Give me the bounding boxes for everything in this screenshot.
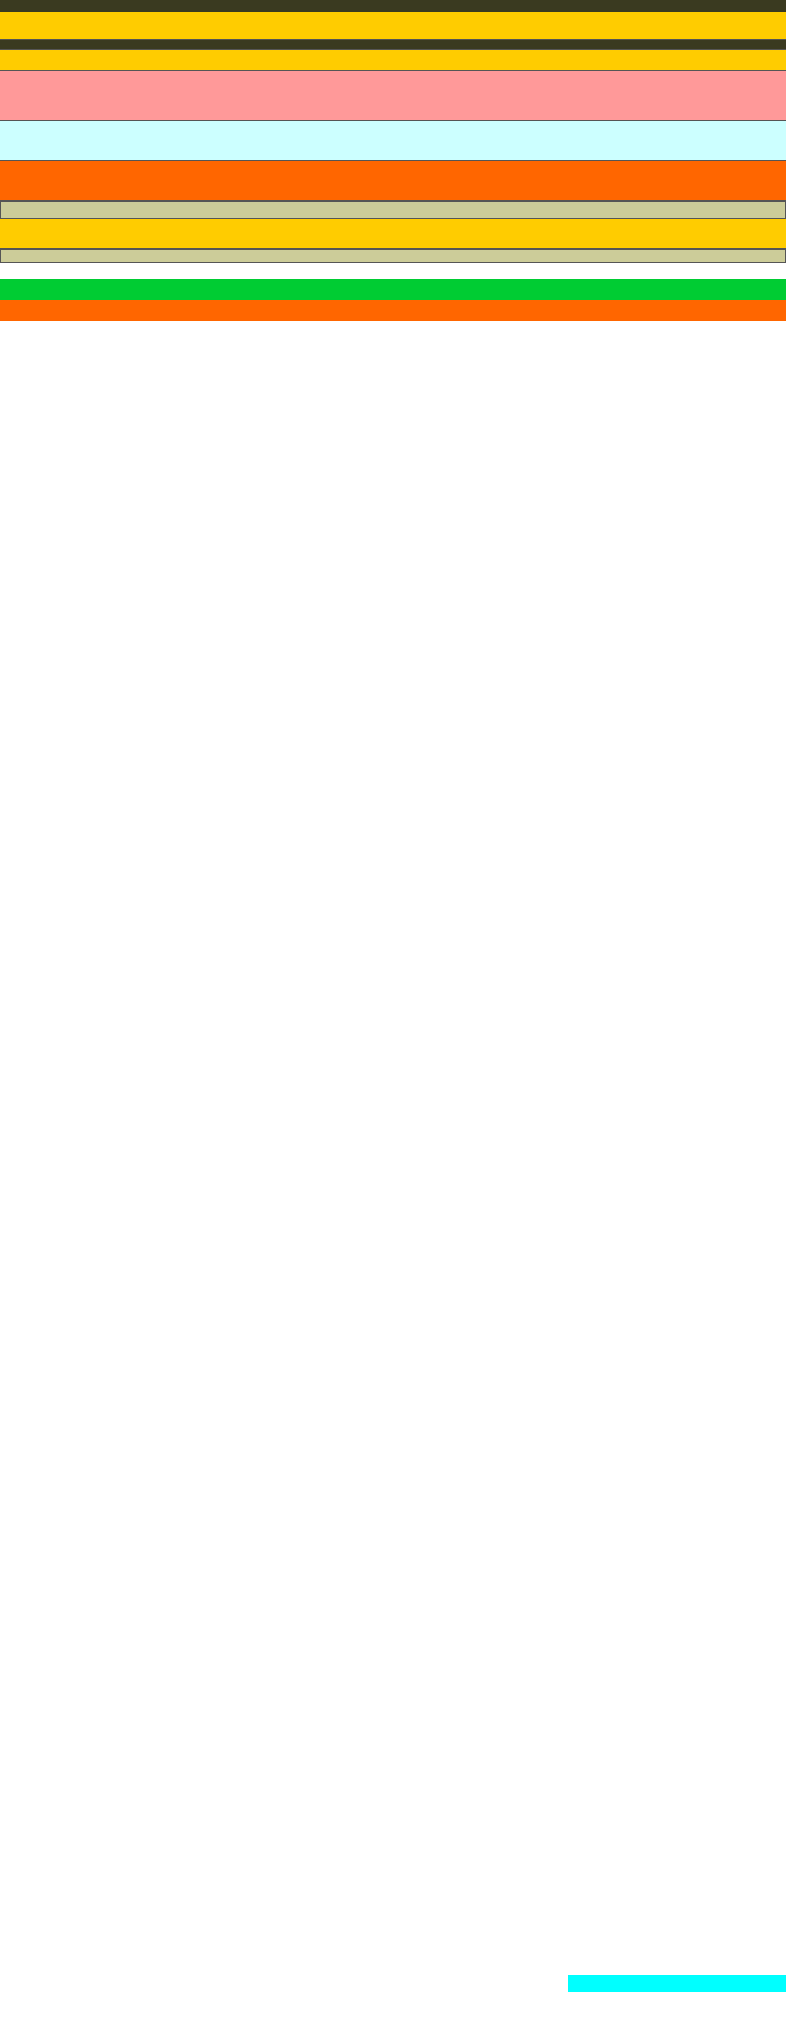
above-average-days xyxy=(0,279,786,300)
total-rainfall xyxy=(0,71,786,121)
rainfall-deviation xyxy=(0,161,786,201)
subdivisional-title xyxy=(0,219,786,249)
divider-band xyxy=(0,40,786,50)
spacer-band xyxy=(0,201,786,219)
below-average-days xyxy=(0,300,786,321)
report-period xyxy=(0,50,786,71)
spacer-band xyxy=(0,249,786,263)
monsoon-report-sheet xyxy=(0,0,786,321)
data-source xyxy=(568,1975,786,1992)
normal-rainfall xyxy=(0,121,786,161)
report-title xyxy=(0,0,786,40)
days-summary xyxy=(0,279,786,321)
